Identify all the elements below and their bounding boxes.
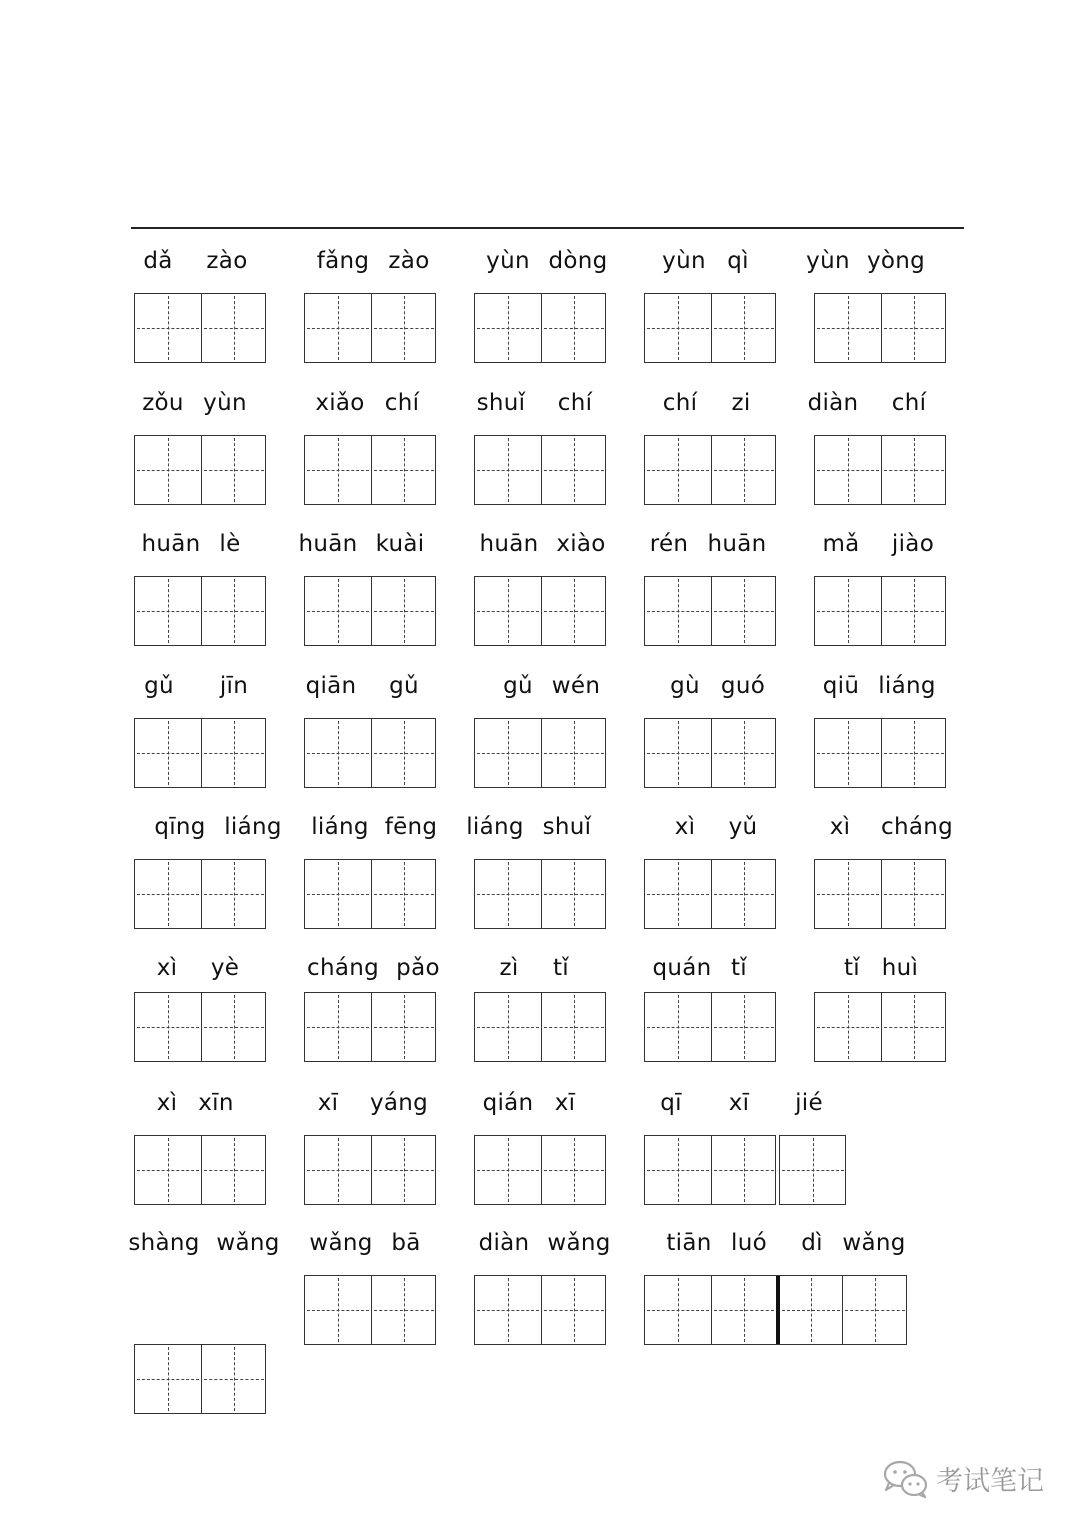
pinyin-syllable: qián: [482, 1090, 534, 1116]
writing-cell[interactable]: [371, 1276, 437, 1344]
writing-cell[interactable]: [201, 719, 267, 787]
pinyin-syllable: wǎng: [842, 1230, 906, 1256]
pinyin-syllable: qīng: [154, 814, 206, 840]
writing-cell[interactable]: [135, 993, 201, 1061]
pinyin-syllable: zǒu: [142, 390, 184, 416]
pinyin-syllable: qiū: [822, 673, 860, 699]
pinyin-syllable: chí: [557, 390, 593, 416]
pinyin-syllable: jīn: [219, 673, 249, 699]
writing-cell[interactable]: [645, 577, 711, 645]
writing-box[interactable]: [644, 576, 776, 646]
pinyin-syllable: zào: [206, 248, 248, 274]
writing-cell[interactable]: [881, 719, 947, 787]
writing-cell[interactable]: [371, 294, 437, 362]
pinyin-syllable: xì: [156, 1090, 178, 1116]
writing-cell[interactable]: [135, 719, 201, 787]
pinyin-syllable: qiān: [305, 673, 357, 699]
writing-cell[interactable]: [371, 719, 437, 787]
pinyin-syllable: xiǎo: [315, 390, 365, 416]
writing-box[interactable]: [474, 1135, 606, 1205]
writing-cell[interactable]: [711, 993, 777, 1061]
pinyin-syllable: wǎng: [216, 1230, 280, 1256]
pinyin-syllable: huān: [141, 531, 201, 557]
pinyin-syllable: cháng: [307, 955, 379, 981]
writing-cell[interactable]: [371, 1136, 437, 1204]
writing-cell[interactable]: [135, 577, 201, 645]
writing-cell[interactable]: [371, 577, 437, 645]
pinyin-syllable: xīn: [198, 1090, 234, 1116]
pinyin-syllable: chí: [891, 390, 927, 416]
writing-cell[interactable]: [305, 860, 371, 928]
writing-cell[interactable]: [201, 294, 267, 362]
writing-cell[interactable]: [305, 436, 371, 504]
writing-cell[interactable]: [711, 436, 777, 504]
writing-box[interactable]: [304, 293, 436, 363]
pinyin-syllable: shuǐ: [542, 814, 592, 840]
writing-cell[interactable]: [201, 1345, 267, 1413]
writing-cell[interactable]: [881, 577, 947, 645]
writing-cell[interactable]: [135, 860, 201, 928]
writing-cell[interactable]: [541, 577, 607, 645]
writing-cell[interactable]: [201, 577, 267, 645]
pinyin-syllable: huān: [479, 531, 539, 557]
writing-box[interactable]: [474, 859, 606, 929]
pinyin-syllable: tǐ: [730, 955, 748, 981]
writing-cell[interactable]: [881, 294, 947, 362]
pinyin-syllable: diàn: [478, 1230, 530, 1256]
writing-cell[interactable]: [711, 1136, 777, 1204]
pinyin-syllable: mǎ: [822, 531, 860, 557]
pinyin-syllable: qì: [727, 248, 749, 274]
writing-cell[interactable]: [541, 1136, 607, 1204]
writing-cell[interactable]: [645, 1276, 711, 1344]
writing-cell[interactable]: [881, 993, 947, 1061]
writing-box[interactable]: [304, 435, 436, 505]
pinyin-syllable: liáng: [311, 814, 369, 840]
writing-box[interactable]: [814, 435, 946, 505]
writing-cell[interactable]: [135, 1136, 201, 1204]
pinyin-syllable: chí: [384, 390, 420, 416]
writing-cell[interactable]: [475, 1136, 541, 1204]
writing-box[interactable]: [304, 859, 436, 929]
watermark: [880, 1456, 1044, 1500]
writing-cell[interactable]: [475, 436, 541, 504]
pinyin-syllable: liáng: [878, 673, 936, 699]
writing-cell[interactable]: [135, 436, 201, 504]
pinyin-syllable: qī: [660, 1090, 682, 1116]
writing-cell[interactable]: [371, 436, 437, 504]
writing-box[interactable]: [134, 576, 266, 646]
writing-cell[interactable]: [475, 577, 541, 645]
writing-cell[interactable]: [475, 719, 541, 787]
writing-cell[interactable]: [475, 294, 541, 362]
writing-box[interactable]: [814, 859, 946, 929]
writing-cell[interactable]: [645, 1136, 711, 1204]
pinyin-syllable: pǎo: [396, 955, 440, 981]
pinyin-syllable: yè: [210, 955, 240, 981]
writing-cell[interactable]: [201, 993, 267, 1061]
writing-cell[interactable]: [711, 577, 777, 645]
pinyin-syllable: gǔ: [389, 673, 419, 699]
writing-cell[interactable]: [541, 719, 607, 787]
writing-cell[interactable]: [645, 860, 711, 928]
writing-cell[interactable]: [815, 436, 881, 504]
writing-cell[interactable]: [881, 860, 947, 928]
writing-cell[interactable]: [305, 294, 371, 362]
pinyin-syllable: yùn: [203, 390, 247, 416]
pinyin-syllable: chí: [662, 390, 698, 416]
writing-cell[interactable]: [475, 860, 541, 928]
pinyin-syllable: rén: [649, 531, 689, 557]
pinyin-syllable: xì: [674, 814, 696, 840]
writing-cell[interactable]: [541, 860, 607, 928]
writing-cell[interactable]: [780, 1136, 846, 1204]
writing-cell[interactable]: [711, 1276, 777, 1344]
writing-cell[interactable]: [201, 1136, 267, 1204]
writing-cell[interactable]: [645, 719, 711, 787]
pinyin-syllable: tiān: [666, 1230, 712, 1256]
writing-box[interactable]: [814, 293, 946, 363]
pinyin-syllable: yáng: [369, 1090, 429, 1116]
writing-cell[interactable]: [305, 993, 371, 1061]
writing-box[interactable]: [134, 718, 266, 788]
watermark-text: 考试笔记: [936, 1465, 1044, 1497]
pinyin-syllable: xiào: [556, 531, 606, 557]
writing-cell[interactable]: [305, 1276, 371, 1344]
pinyin-syllable: fēng: [384, 814, 438, 840]
writing-cell[interactable]: [541, 436, 607, 504]
pinyin-syllable: diàn: [807, 390, 859, 416]
writing-cell[interactable]: [371, 860, 437, 928]
writing-box[interactable]: [474, 1275, 606, 1345]
writing-box[interactable]: [644, 293, 776, 363]
pinyin-syllable: zì: [499, 955, 519, 981]
writing-cell[interactable]: [371, 993, 437, 1061]
pinyin-syllable: shuǐ: [476, 390, 526, 416]
pinyin-syllable: xī: [728, 1090, 750, 1116]
pinyin-syllable: yǔ: [728, 814, 758, 840]
pinyin-syllable: zào: [388, 248, 430, 274]
writing-cell[interactable]: [815, 993, 881, 1061]
pinyin-syllable: gǔ: [144, 673, 174, 699]
writing-cell[interactable]: [815, 860, 881, 928]
writing-box[interactable]: [474, 576, 606, 646]
pinyin-syllable: wǎng: [309, 1230, 373, 1256]
pinyin-syllable: tǐ: [552, 955, 570, 981]
pinyin-syllable: luó: [731, 1230, 767, 1256]
pinyin-syllable: yùn: [806, 248, 850, 274]
pinyin-syllable: xì: [829, 814, 851, 840]
writing-cell[interactable]: [305, 577, 371, 645]
writing-cell[interactable]: [645, 436, 711, 504]
writing-box[interactable]: [134, 1135, 266, 1205]
writing-box[interactable]: [644, 435, 776, 505]
pinyin-syllable: xì: [156, 955, 178, 981]
writing-box[interactable]: [644, 1275, 907, 1345]
writing-box[interactable]: [474, 992, 606, 1062]
pinyin-syllable: fǎng: [316, 248, 370, 274]
pinyin-syllable: liáng: [466, 814, 524, 840]
writing-box[interactable]: [814, 718, 946, 788]
pinyin-syllable: quán: [652, 955, 712, 981]
pinyin-syllable: yùn: [662, 248, 706, 274]
pinyin-syllable: guó: [720, 673, 766, 699]
writing-box[interactable]: [134, 1344, 266, 1414]
pinyin-syllable: huān: [707, 531, 767, 557]
writing-cell[interactable]: [711, 294, 777, 362]
writing-cell[interactable]: [815, 719, 881, 787]
writing-box[interactable]: [474, 435, 606, 505]
writing-cell[interactable]: [305, 719, 371, 787]
writing-cell[interactable]: [711, 860, 777, 928]
writing-box[interactable]: [814, 576, 946, 646]
writing-cell[interactable]: [475, 993, 541, 1061]
writing-box[interactable]: [474, 293, 606, 363]
writing-cell[interactable]: [776, 1276, 842, 1344]
writing-box[interactable]: [134, 293, 266, 363]
pinyin-syllable: jiào: [891, 531, 935, 557]
pinyin-syllable: tǐ: [843, 955, 861, 981]
writing-cell[interactable]: [842, 1276, 908, 1344]
pinyin-syllable: yòng: [866, 248, 926, 274]
pinyin-syllable: xī: [554, 1090, 576, 1116]
writing-cell[interactable]: [201, 860, 267, 928]
writing-box[interactable]: [134, 859, 266, 929]
pinyin-syllable: cháng: [881, 814, 953, 840]
pinyin-syllable: jié: [795, 1090, 823, 1116]
writing-cell[interactable]: [815, 294, 881, 362]
writing-cell[interactable]: [541, 993, 607, 1061]
pinyin-syllable: shàng: [128, 1230, 200, 1256]
wechat-icon: [880, 1456, 932, 1500]
writing-cell[interactable]: [541, 1276, 607, 1344]
writing-box[interactable]: [134, 992, 266, 1062]
writing-cell[interactable]: [475, 1276, 541, 1344]
pinyin-syllable: lè: [219, 531, 241, 557]
writing-box[interactable]: [814, 992, 946, 1062]
writing-box[interactable]: [304, 718, 436, 788]
writing-box[interactable]: [304, 576, 436, 646]
pinyin-syllable: dòng: [548, 248, 608, 274]
pinyin-syllable: wǎng: [547, 1230, 611, 1256]
writing-box[interactable]: [304, 992, 436, 1062]
writing-cell[interactable]: [135, 1345, 201, 1413]
writing-cell[interactable]: [645, 993, 711, 1061]
pinyin-syllable: yùn: [486, 248, 530, 274]
pinyin-syllable: liáng: [224, 814, 282, 840]
writing-cell[interactable]: [135, 294, 201, 362]
writing-box[interactable]: [474, 718, 606, 788]
pinyin-syllable: xī: [317, 1090, 339, 1116]
writing-box[interactable]: [644, 992, 776, 1062]
writing-cell[interactable]: [881, 436, 947, 504]
writing-box[interactable]: [644, 1135, 776, 1205]
pinyin-syllable: dǎ: [143, 248, 173, 274]
writing-box[interactable]: [304, 1275, 436, 1345]
writing-cell[interactable]: [305, 1136, 371, 1204]
writing-box[interactable]: [779, 1135, 846, 1205]
pinyin-syllable: dì: [801, 1230, 823, 1256]
pinyin-syllable: wén: [551, 673, 601, 699]
writing-cell[interactable]: [711, 719, 777, 787]
writing-box[interactable]: [644, 718, 776, 788]
pinyin-syllable: bā: [391, 1230, 421, 1256]
writing-box[interactable]: [304, 1135, 436, 1205]
pinyin-syllable: gù: [670, 673, 700, 699]
pinyin-syllable: zi: [731, 390, 751, 416]
writing-box[interactable]: [134, 435, 266, 505]
pinyin-syllable: kuài: [375, 531, 425, 557]
pinyin-syllable: huì: [881, 955, 919, 981]
writing-cell[interactable]: [201, 436, 267, 504]
writing-cell[interactable]: [645, 294, 711, 362]
pinyin-syllable: gǔ: [503, 673, 533, 699]
writing-box[interactable]: [644, 859, 776, 929]
pinyin-syllable: huān: [298, 531, 358, 557]
header-rule: [131, 227, 964, 229]
writing-cell[interactable]: [815, 577, 881, 645]
writing-cell[interactable]: [541, 294, 607, 362]
